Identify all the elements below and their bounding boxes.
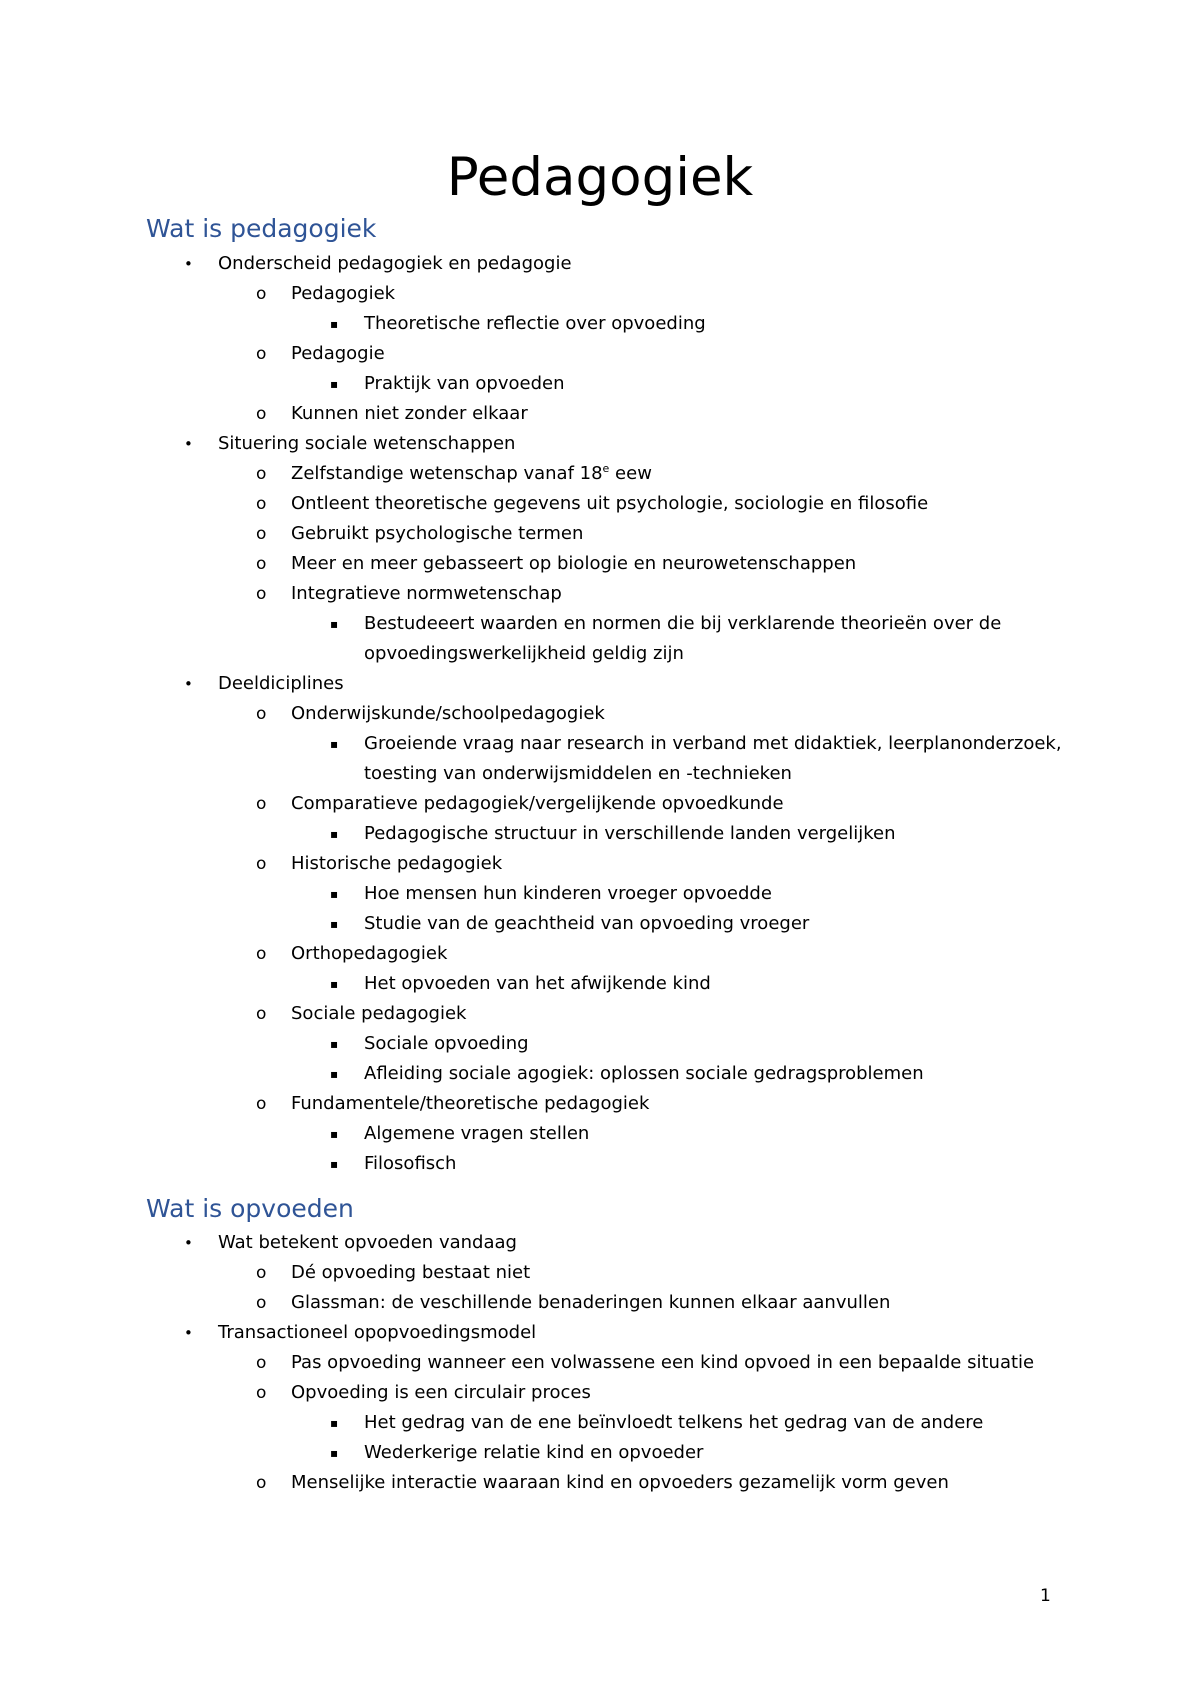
list-item-text — [291, 459, 1200, 489]
list-item-text: Kunnen niet zonder elkaar — [291, 403, 528, 424]
list-item-level-3 — [0, 1059, 1064, 1089]
square-bullet-icon: ▪ — [330, 737, 339, 751]
list-item-level-2 — [0, 339, 1200, 369]
list-item-level-2 — [0, 1258, 1200, 1288]
list-item-text: Sociale pedagogiek — [291, 1003, 467, 1024]
square-bullet-icon: ▪ — [330, 617, 339, 631]
list-item-level-2 — [0, 549, 1200, 579]
list-item-text: Pas opvoeding wanneer een volwassene een kind opvoed in een bepaalde situatie — [291, 1352, 1035, 1373]
square-bullet-icon: ▪ — [330, 1446, 339, 1460]
page-number: 1 — [1040, 1586, 1051, 1606]
circle-bullet-icon: o — [256, 1293, 267, 1313]
list-item-level-3 — [0, 729, 1064, 789]
list-item-level-2 — [0, 699, 1200, 729]
circle-bullet-icon: o — [256, 1383, 267, 1403]
list-item-level-3 — [0, 609, 1064, 669]
list-item-level-3 — [0, 969, 1064, 999]
list-item-level-2 — [0, 399, 1200, 429]
circle-bullet-icon: o — [256, 704, 267, 724]
list-item-text: Gebruikt psychologische termen — [291, 523, 584, 544]
list-item-text: Deeldiciplines — [218, 673, 344, 694]
list-item-text: Het gedrag van de ene beïnvloedt telkens het gedrag van de andere — [364, 1412, 984, 1433]
bullet-icon: • — [184, 1234, 193, 1252]
list-item-text: Pedagogische structuur in verschillende landen vergelijken — [364, 823, 896, 844]
square-bullet-icon: ▪ — [330, 1037, 339, 1051]
list-item-text: Praktijk van opvoeden — [364, 373, 565, 394]
list-item-level-1 — [0, 1318, 1200, 1348]
list-item-level-2 — [0, 459, 1200, 489]
document-title: Pedagogiek — [446, 147, 754, 208]
circle-bullet-icon: o — [256, 404, 267, 424]
list-item-level-2 — [0, 849, 1200, 879]
circle-bullet-icon: o — [256, 554, 267, 574]
list-item-text: Groeiende vraag naar research in verband met didaktiek, leerplanonderzoek, toesting van onderwijsmiddelen en -technieken — [364, 733, 1062, 784]
square-bullet-icon: ▪ — [330, 377, 339, 391]
list-item-text: Situering sociale wetenschappen — [218, 433, 516, 454]
circle-bullet-icon: o — [256, 944, 267, 964]
list-item-text: Studie van de geachtheid van opvoeding vroeger — [364, 913, 810, 934]
circle-bullet-icon: o — [256, 584, 267, 604]
list-item-text: Onderscheid pedagogiek en pedagogie — [218, 253, 572, 274]
list-item-level-2 — [0, 1288, 1200, 1318]
square-bullet-icon: ▪ — [330, 1127, 339, 1141]
list-item-level-3 — [0, 1029, 1064, 1059]
list-item-level-2 — [0, 579, 1200, 609]
square-bullet-icon: ▪ — [330, 977, 339, 991]
list-item-level-2 — [0, 999, 1200, 1029]
square-bullet-icon: ▪ — [330, 827, 339, 841]
list-item-level-2 — [0, 789, 1200, 819]
list-item-level-2 — [0, 939, 1200, 969]
circle-bullet-icon: o — [256, 794, 267, 814]
list-item-text: Integratieve normwetenschap — [291, 583, 562, 604]
list-item-text: Filosofisch — [364, 1153, 457, 1174]
bullet-icon: • — [184, 435, 193, 453]
list-item-level-3 — [0, 819, 1064, 849]
list-item-level-1 — [0, 249, 1200, 279]
list-item-text: Pedagogie — [291, 343, 385, 364]
square-bullet-icon: ▪ — [330, 1157, 339, 1171]
list-item-text: Opvoeding is een circulair proces — [291, 1382, 591, 1403]
list-item-level-3 — [0, 879, 1064, 909]
list-item-text: Wederkerige relatie kind en opvoeder — [364, 1442, 704, 1463]
list-item-text: Pedagogiek — [291, 283, 396, 304]
list-item-level-2 — [0, 279, 1200, 309]
circle-bullet-icon: o — [256, 494, 267, 514]
list-item-level-2 — [0, 1468, 1200, 1498]
square-bullet-icon: ▪ — [330, 317, 339, 331]
bullet-icon: • — [184, 1324, 193, 1342]
list-item-text: Wat betekent opvoeden vandaag — [218, 1232, 517, 1253]
square-bullet-icon: ▪ — [330, 887, 339, 901]
list-item-text: Algemene vragen stellen — [364, 1123, 590, 1144]
list-item-text: Ontleent theoretische gegevens uit psychologie, sociologie en filosofie — [291, 493, 929, 514]
circle-bullet-icon: o — [256, 464, 267, 484]
section-list-opvoeden — [0, 1228, 1200, 1498]
list-item-level-3 — [0, 909, 1064, 939]
list-item-level-3 — [0, 1438, 1064, 1468]
square-bullet-icon: ▪ — [330, 1067, 339, 1081]
list-item-level-2 — [0, 489, 1200, 519]
list-item-level-1 — [0, 669, 1200, 699]
circle-bullet-icon: o — [256, 1263, 267, 1283]
list-item-text: Historische pedagogiek — [291, 853, 503, 874]
list-item-text: Het opvoeden van het afwijkende kind — [364, 973, 711, 994]
list-item-text: Comparatieve pedagogiek/vergelijkende opvoedkunde — [291, 793, 784, 814]
list-item-text: Meer en meer gebasseert op biologie en neurowetenschappen — [291, 553, 857, 574]
circle-bullet-icon: o — [256, 1353, 267, 1373]
section-heading-wat-is-opvoeden: Wat is opvoeden — [146, 1194, 354, 1223]
list-item-level-3 — [0, 369, 1064, 399]
square-bullet-icon: ▪ — [330, 1416, 339, 1430]
section-heading-wat-is-pedagogiek: Wat is pedagogiek — [146, 214, 377, 243]
list-item-text-part: eew — [609, 463, 652, 484]
list-item-level-2 — [0, 1348, 1200, 1378]
list-item-level-2 — [0, 1089, 1200, 1119]
list-item-text: Glassman: de veschillende benaderingen kunnen elkaar aanvullen — [291, 1292, 891, 1313]
bullet-icon: • — [184, 255, 193, 273]
list-item-text: Menselijke interactie waaraan kind en opvoeders gezamelijk vorm geven — [291, 1472, 949, 1493]
list-item-text: Onderwijskunde/schoolpedagogiek — [291, 703, 605, 724]
list-item-text: Orthopedagogiek — [291, 943, 448, 964]
list-item-text: Afleiding sociale agogiek: oplossen sociale gedragsproblemen — [364, 1063, 924, 1084]
square-bullet-icon: ▪ — [330, 917, 339, 931]
list-item-text: Transactioneel opopvoedingsmodel — [218, 1322, 537, 1343]
list-item-level-3 — [0, 309, 1064, 339]
superscript: e — [602, 462, 610, 475]
circle-bullet-icon: o — [256, 524, 267, 544]
circle-bullet-icon: o — [256, 1473, 267, 1493]
list-item-text-part: Zelfstandige wetenschap vanaf 18 — [291, 463, 603, 484]
circle-bullet-icon: o — [256, 284, 267, 304]
list-item-level-1 — [0, 1228, 1200, 1258]
list-item-text: Dé opvoeding bestaat niet — [291, 1262, 531, 1283]
circle-bullet-icon: o — [256, 1004, 267, 1024]
list-item-text: Theoretische reflectie over opvoeding — [364, 313, 706, 334]
list-item-level-2 — [0, 519, 1200, 549]
list-item-text: Fundamentele/theoretische pedagogiek — [291, 1093, 650, 1114]
circle-bullet-icon: o — [256, 1094, 267, 1114]
list-item-text: Sociale opvoeding — [364, 1033, 529, 1054]
circle-bullet-icon: o — [256, 344, 267, 364]
list-item-level-3 — [0, 1408, 1064, 1438]
circle-bullet-icon: o — [256, 854, 267, 874]
list-item-text: Hoe mensen hun kinderen vroeger opvoedde — [364, 883, 772, 904]
section-list-pedagogiek — [0, 249, 1200, 1179]
list-item-level-3 — [0, 1149, 1064, 1179]
list-item-level-1 — [0, 429, 1200, 459]
list-item-level-2 — [0, 1378, 1200, 1408]
list-item-level-3 — [0, 1119, 1064, 1149]
list-item-text: Bestudeeert waarden en normen die bij verklarende theorieën over de opvoedingswerkelijkheid geldig zijn — [364, 613, 1002, 664]
bullet-icon: • — [184, 675, 193, 693]
